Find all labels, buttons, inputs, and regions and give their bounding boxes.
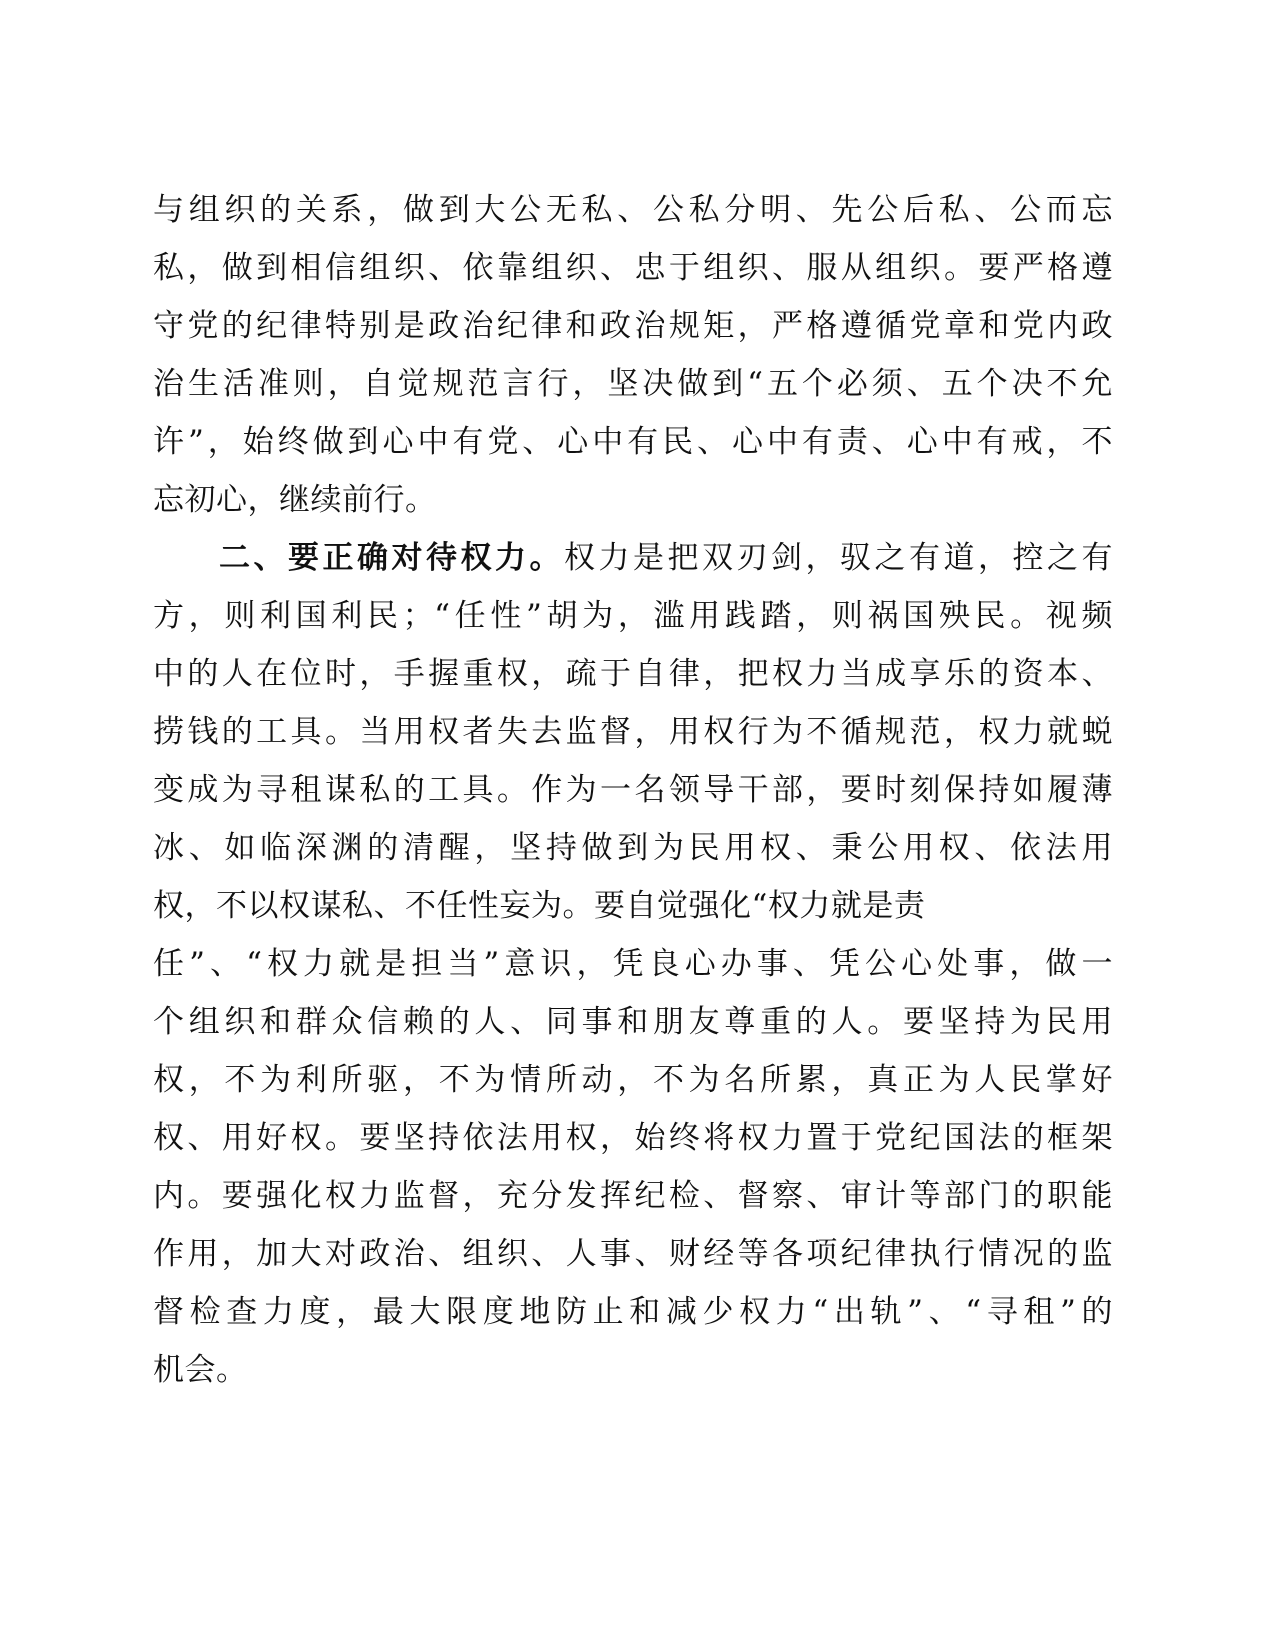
paragraph-line: 许”，始终做到心中有党、心中有民、心中有责、心中有戒，不 [153, 424, 1113, 460]
paragraph-line: 权、用好权。要坚持依法用权，始终将权力置于党纪国法的框架 [153, 1120, 1113, 1156]
paragraph-line: 作用，加大对政治、组织、人事、财经等各项纪律执行情况的监 [153, 1236, 1113, 1272]
paragraph-line: 私，做到相信组织、依靠组织、忠于组织、服从组织。要严格遵 [153, 250, 1113, 286]
paragraph-line: 个组织和群众信赖的人、同事和朋友尊重的人。要坚持为民用 [153, 1004, 1113, 1040]
paragraph-line: 中的人在位时，手握重权，疏于自律，把权力当成享乐的资本、 [153, 656, 1113, 692]
paragraph-line: 冰、如临深渊的清醒，坚持做到为民用权、秉公用权、依法用 [153, 830, 1113, 866]
document-body [153, 181, 1113, 1399]
paragraph-line: 与组织的关系，做到大公无私、公私分明、先公后私、公而忘 [153, 192, 1113, 228]
section-heading: 二、要正确对待权力。 [219, 540, 564, 576]
paragraph-line: 机会。 [153, 1352, 248, 1388]
paragraph-line: 捞钱的工具。当用权者失去监督，用权行为不循规范，权力就蜕 [153, 714, 1113, 750]
paragraph-line: 督检查力度，最大限度地防止和减少权力“出轨”、“寻租”的 [153, 1294, 1113, 1330]
paragraph-line: 守党的纪律特别是政治纪律和政治规矩，严格遵循党章和党内政 [153, 308, 1113, 344]
section-heading-line [153, 529, 1113, 587]
paragraph-line: 任”、“权力就是担当”意识，凭良心办事、凭公心处事，做一 [153, 946, 1113, 982]
paragraph-line: 忘初心，继续前行。 [153, 482, 437, 518]
paragraph-line: 方，则利国利民；“任性”胡为，滥用践踏，则祸国殃民。视频 [153, 598, 1113, 634]
paragraph-line: 治生活准则，自觉规范言行，坚决做到“五个必须、五个决不允 [153, 366, 1113, 402]
paragraph-line: 内。要强化权力监督，充分发挥纪检、督察、审计等部门的职能 [153, 1178, 1113, 1214]
paragraph-line: 变成为寻租谋私的工具。作为一名领导干部，要时刻保持如履薄 [153, 772, 1113, 808]
paragraph-line-rest: 权力是把双刃剑，驭之有道，控之有 [564, 540, 1113, 576]
paragraph-line: 权，不以权谋私、不任性妄为。要自觉强化“权力就是责 [153, 888, 926, 924]
paragraph-line: 权，不为利所驱，不为情所动，不为名所累，真正为人民掌好 [153, 1062, 1113, 1098]
